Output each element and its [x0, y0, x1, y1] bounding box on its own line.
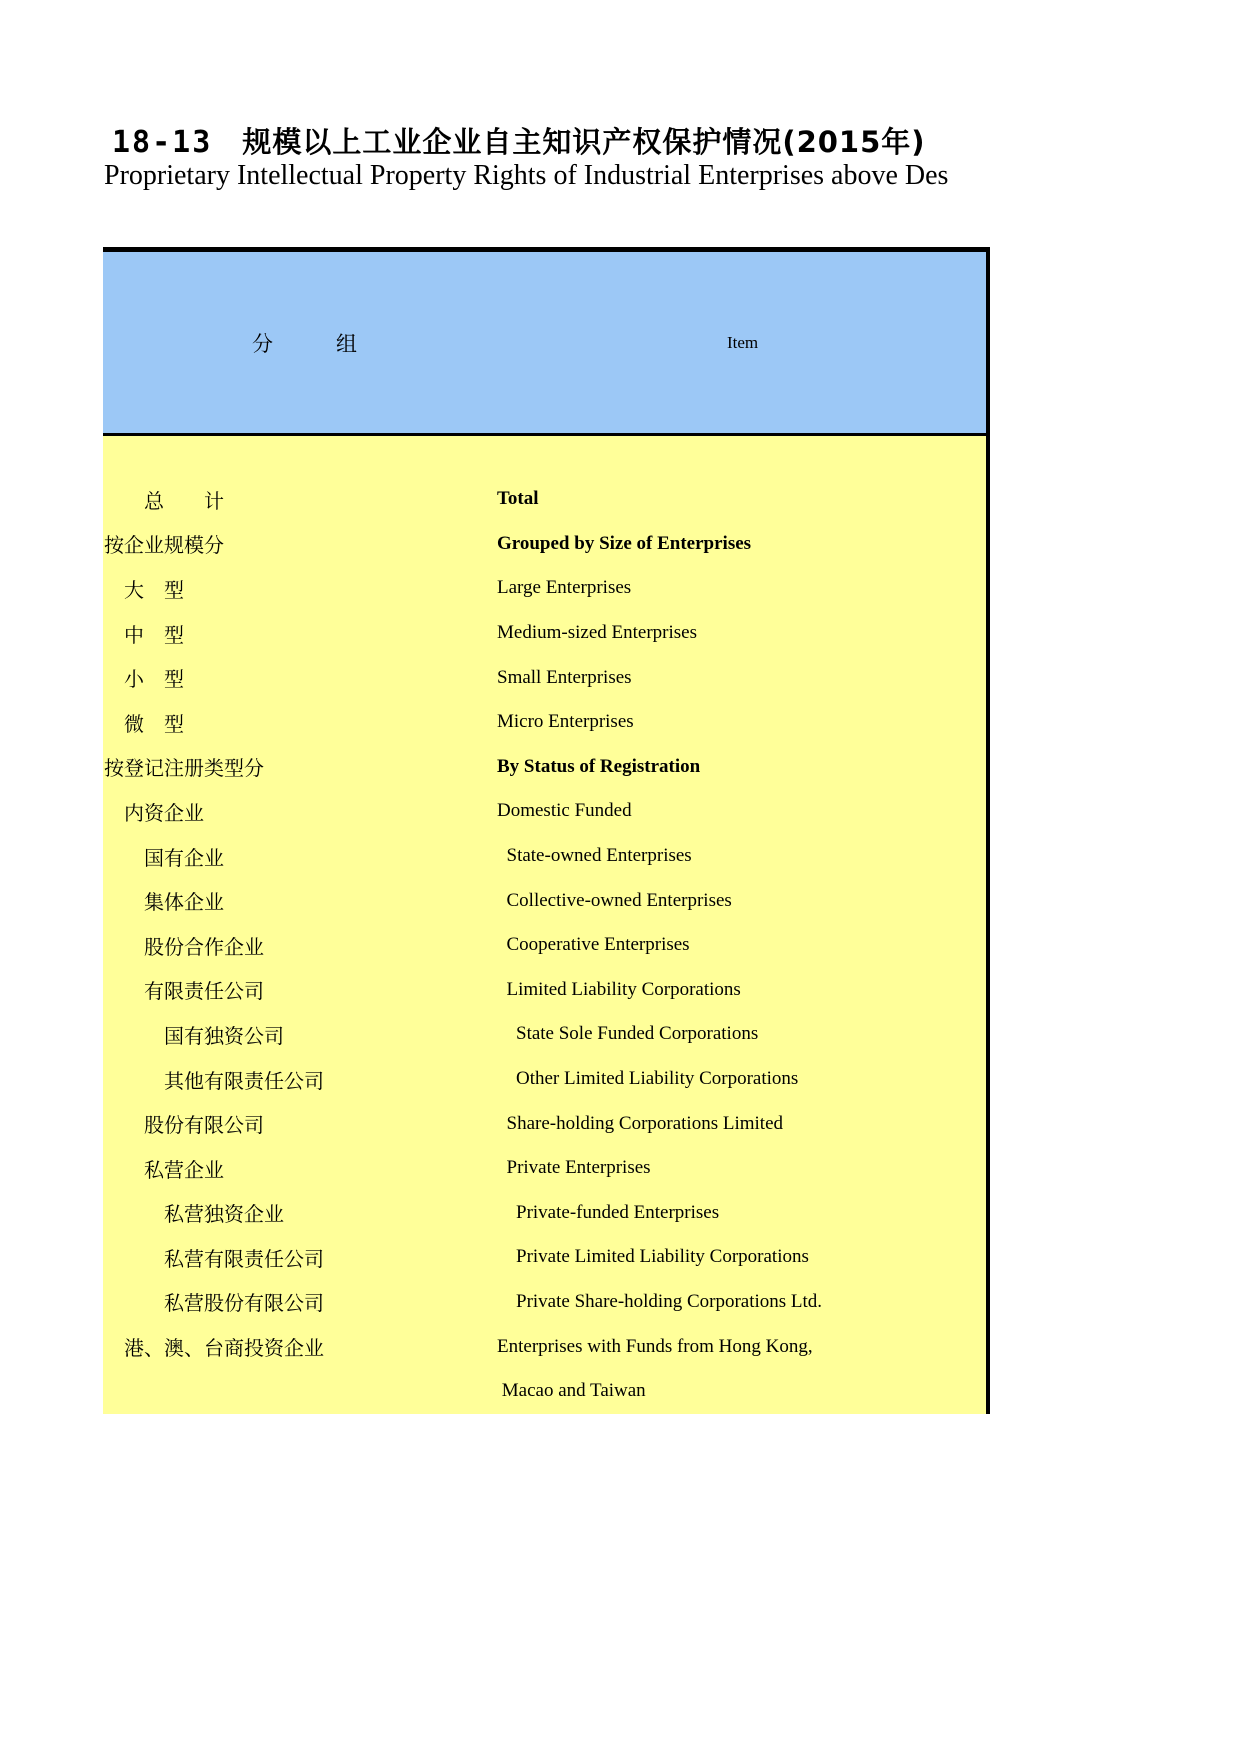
row-label-en: Other Limited Liability Corporations — [497, 1068, 799, 1090]
row-label-cn: 按企业规模分 — [104, 535, 224, 558]
group-column-header: 分 组 — [252, 331, 357, 356]
table-row — [103, 700, 990, 745]
row-label-en: Medium-sized Enterprises — [497, 622, 697, 644]
table-row — [103, 1235, 990, 1280]
table-row — [103, 923, 990, 968]
table-row — [103, 477, 990, 522]
table-row — [103, 1324, 990, 1369]
row-label-en: State Sole Funded Corporations — [497, 1023, 759, 1045]
row-label-en: Private-funded Enterprises — [497, 1201, 720, 1223]
row-label-en: Collective-owned Enterprises — [497, 889, 732, 911]
row-label-cn: 私营独资企业 — [104, 1204, 284, 1227]
row-label-en: Macao and Taiwan — [497, 1380, 646, 1402]
row-label-en: Private Enterprises — [497, 1157, 651, 1179]
row-label-en: Grouped by Size of Enterprises — [497, 532, 752, 554]
row-label-en: Private Limited Liability Corporations — [497, 1246, 809, 1268]
row-label-en: Total — [497, 488, 539, 510]
row-label-cn: 港、澳、台商投资企业 — [104, 1338, 324, 1361]
page-title — [104, 102, 926, 161]
row-label-cn: 总 计 — [104, 490, 224, 513]
row-label-en: By Status of Registration — [497, 755, 701, 777]
row-label-en: Enterprises with Funds from Hong Kong, — [497, 1335, 813, 1357]
statistics-table — [103, 247, 990, 1414]
table-row — [103, 1101, 990, 1146]
table-row — [103, 1146, 990, 1191]
row-label-cn: 国有独资公司 — [104, 1025, 284, 1048]
table-row — [103, 745, 990, 790]
table-row — [103, 1369, 990, 1414]
row-label-en: Small Enterprises — [497, 666, 632, 688]
table-header — [103, 252, 990, 433]
row-label-cn: 中 型 — [104, 624, 184, 647]
table-row — [103, 1191, 990, 1236]
table-row — [103, 1280, 990, 1325]
row-label-en: Micro Enterprises — [497, 711, 634, 733]
row-label-cn: 国有企业 — [104, 847, 224, 870]
table-right-border — [986, 247, 990, 1414]
table-row — [103, 566, 990, 611]
table-row — [103, 1057, 990, 1102]
page-title-english: Proprietary Intellectual Property Rights of Industrial Enterprises above Des — [104, 160, 949, 191]
row-label-cn: 按登记注册类型分 — [104, 758, 264, 781]
row-label-cn: 私营股份有限公司 — [104, 1293, 324, 1316]
row-label-en: Limited Liability Corporations — [497, 978, 741, 1000]
row-label-cn: 微 型 — [104, 713, 184, 736]
row-label-en: Cooperative Enterprises — [497, 934, 690, 956]
page-title-chinese: 规模以上工业企业自主知识产权保护情况(2015年) — [242, 125, 926, 159]
row-label-cn: 大 型 — [104, 579, 184, 602]
row-label-cn: 私营有限责任公司 — [104, 1248, 324, 1271]
row-label-cn: 小 型 — [104, 669, 184, 692]
row-label-cn: 股份有限公司 — [104, 1115, 264, 1138]
row-label-cn: 集体企业 — [104, 892, 224, 915]
table-row — [103, 522, 990, 567]
table-row — [103, 968, 990, 1013]
row-label-cn: 其他有限责任公司 — [104, 1070, 324, 1093]
table-body — [103, 436, 990, 1414]
table-row — [103, 834, 990, 879]
row-label-en: Share-holding Corporations Limited — [497, 1112, 784, 1134]
row-label-en: State-owned Enterprises — [497, 845, 692, 867]
table-row — [103, 655, 990, 700]
row-label-cn: 有限责任公司 — [104, 981, 264, 1004]
row-label-en: Large Enterprises — [497, 577, 632, 599]
row-label-cn: 私营企业 — [104, 1159, 224, 1182]
table-row — [103, 789, 990, 834]
table-number: 18-13 — [112, 125, 213, 160]
row-label-cn: 内资企业 — [104, 802, 204, 825]
row-label-en: Domestic Funded — [497, 800, 632, 822]
item-column-header: Item — [727, 332, 759, 352]
table-row — [103, 878, 990, 923]
row-label-cn: 股份合作企业 — [104, 936, 264, 959]
row-label-en: Private Share-holding Corporations Ltd. — [497, 1290, 823, 1312]
table-row — [103, 611, 990, 656]
table-row — [103, 1012, 990, 1057]
